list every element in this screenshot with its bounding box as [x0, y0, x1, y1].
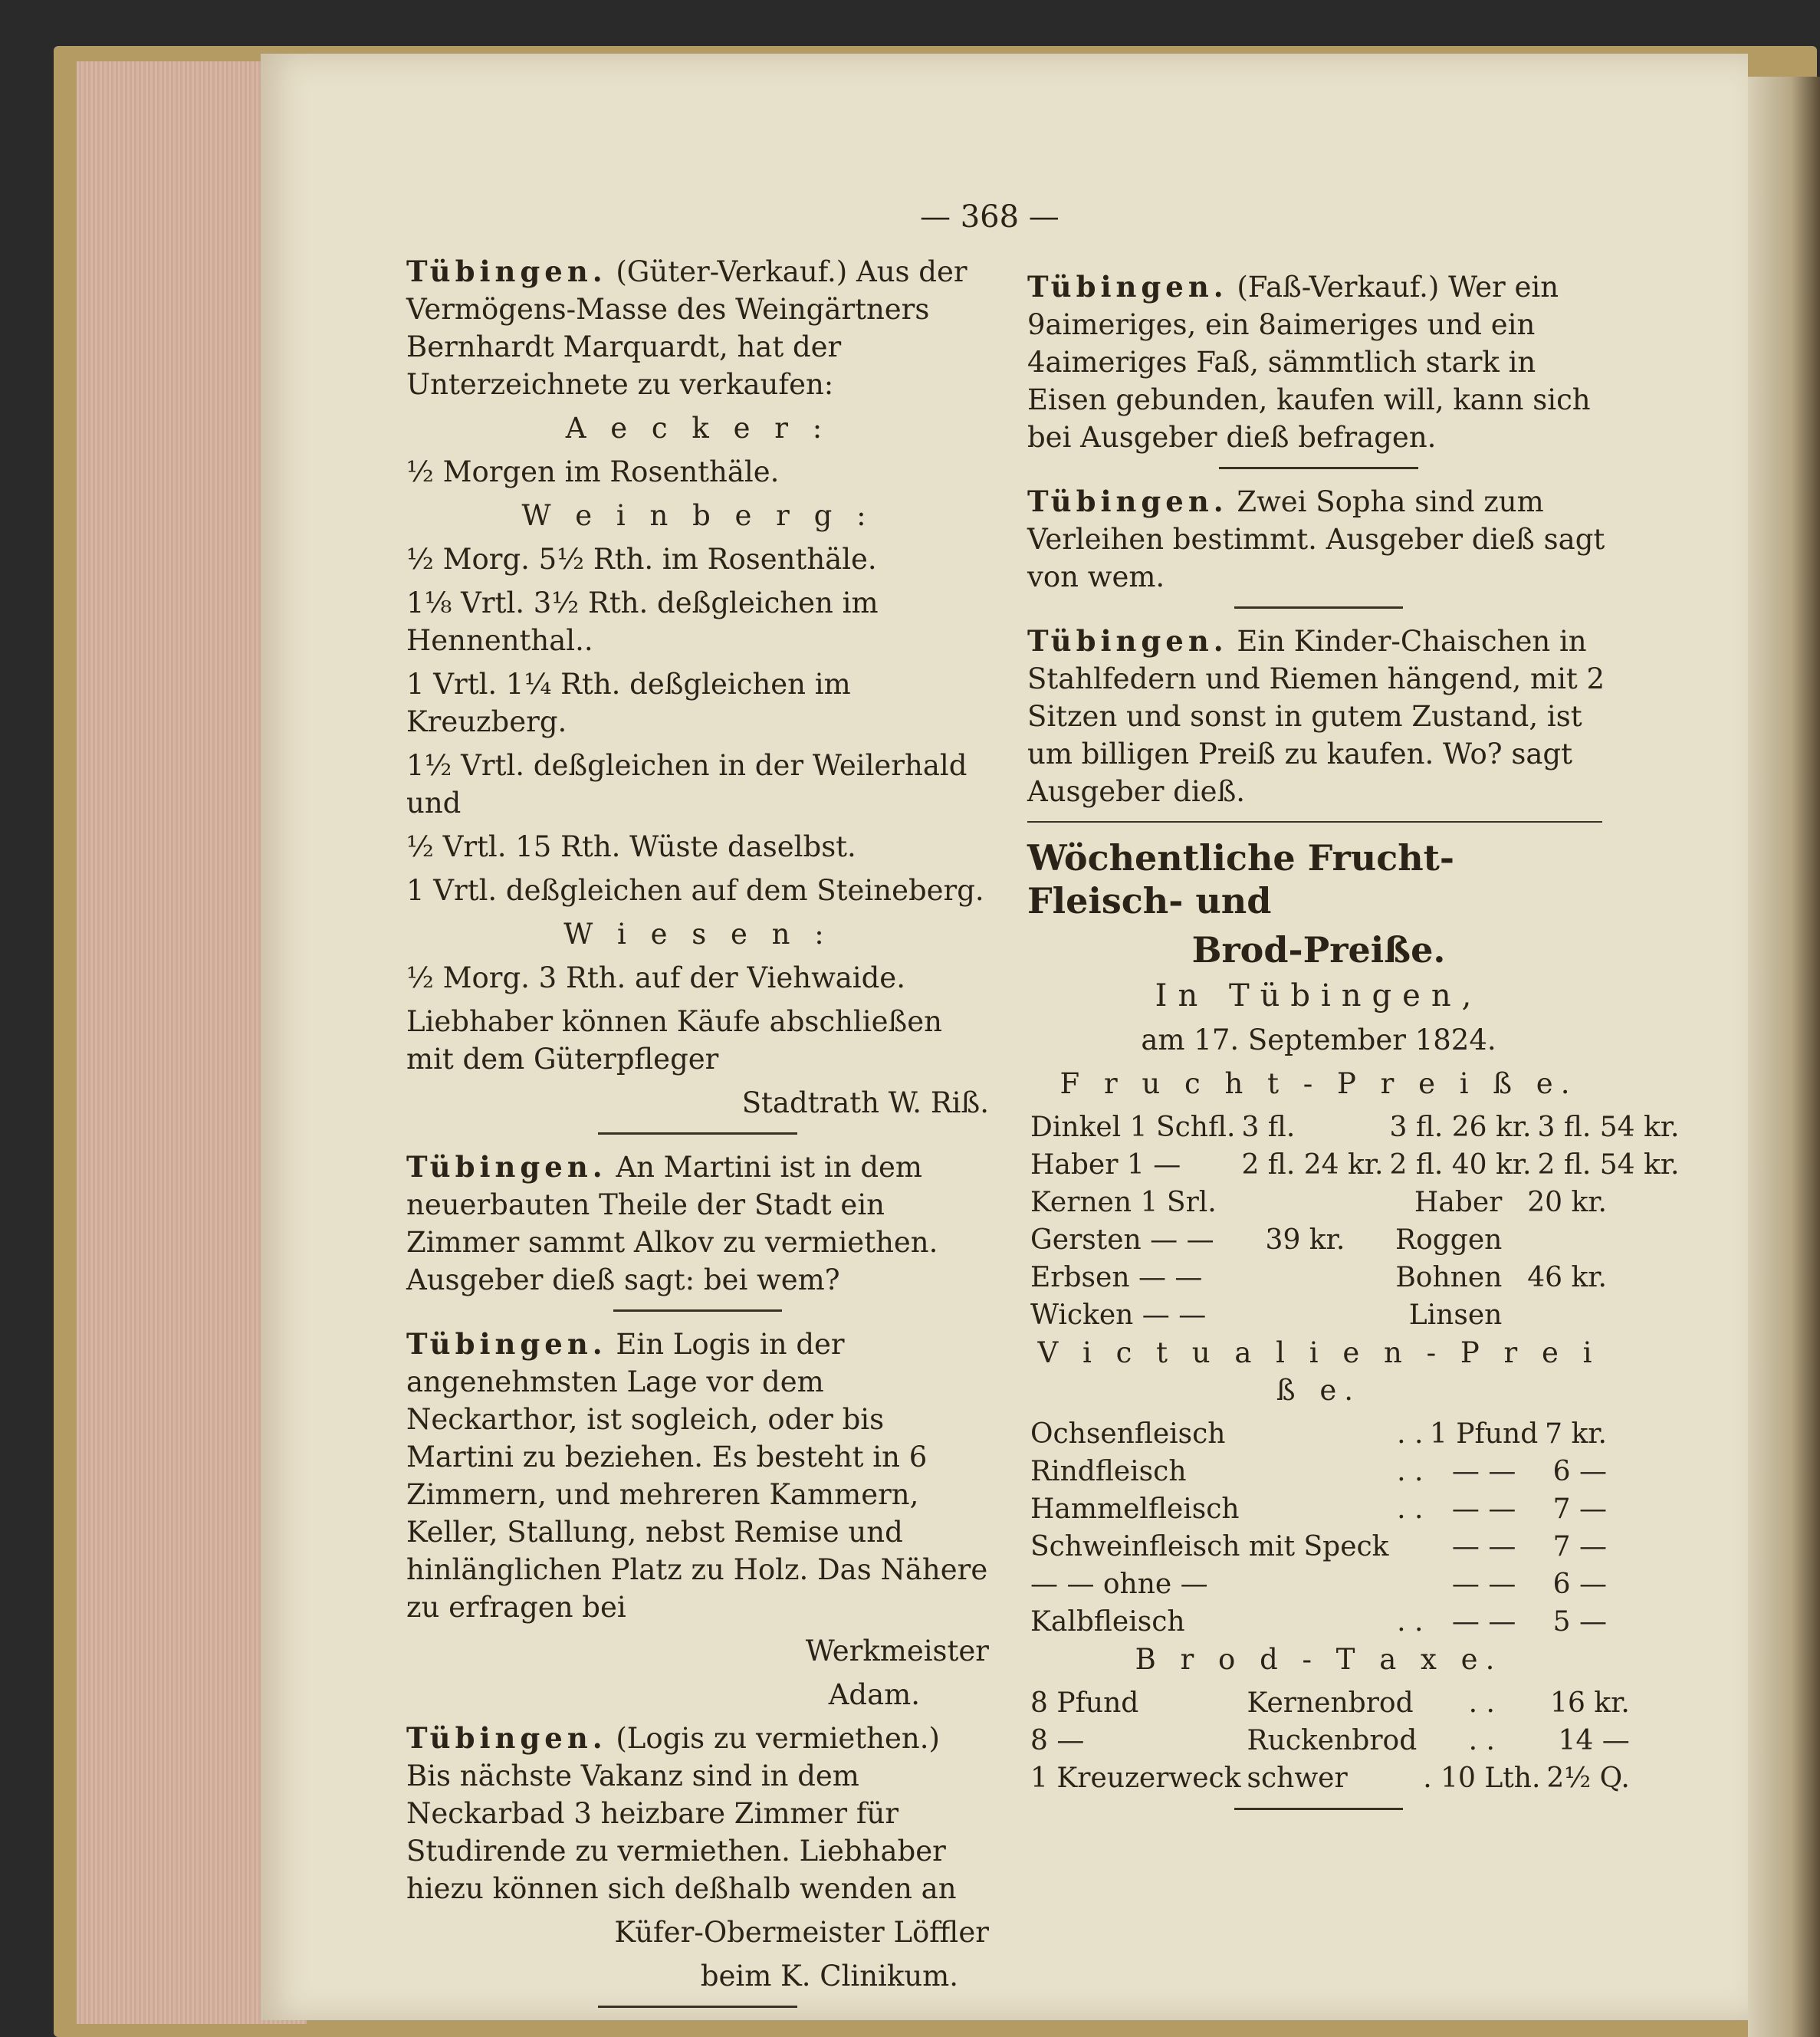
ad-text: (Logis zu vermiethen.) Bis nächste Vakanz sind in dem Neckarbad 3 heizbare Zimmer für Studirende zu vermiethen. Liebhaber hiezu können sich deßhalb wenden an	[406, 1722, 957, 1905]
ad-place: Tübingen.	[406, 1721, 607, 1755]
table-row	[1027, 1296, 1610, 1334]
table-cell: 14 —	[1558, 1725, 1630, 1756]
table-cell: Ruckenbrod	[1247, 1725, 1418, 1756]
ad-logis	[406, 1326, 989, 1626]
table-cell: . .	[1397, 1418, 1424, 1450]
table-cell	[1394, 1528, 1427, 1566]
table-cell	[1263, 1259, 1368, 1296]
ad-signature: Werkmeister	[805, 1635, 989, 1667]
table-row	[1027, 1146, 1683, 1184]
table-cell: 3 fl.	[1241, 1112, 1296, 1143]
divider	[598, 2006, 797, 2008]
ad-text: Ein Logis in der angenehmsten Lage vor dem Neckarthor, ist sogleich, oder bis Martini zu beziehen. Es besteht in 6 Zimmern, und mehreren Kammern, Keller, Stallung, nebst Remise und hinlänglichen Platz zu Holz. Das Nähere zu erfragen bei	[406, 1328, 988, 1624]
table-cell: 16 kr.	[1550, 1687, 1630, 1719]
section-heading-weinberg: W e i n b e r g :	[521, 499, 874, 532]
prices-heading-2: Brod-Preiße.	[1191, 929, 1446, 971]
ad-place: Tübingen.	[1027, 270, 1228, 304]
list-item: ½ Morg. 5½ Rth. im Rosenthäle.	[406, 543, 877, 576]
table-cell: 2 fl. 40 kr.	[1389, 1149, 1532, 1181]
table-cell	[1263, 1296, 1368, 1334]
table-row	[1027, 1566, 1610, 1603]
brod-table	[1027, 1684, 1633, 1797]
table-cell: Dinkel 1 Schfl.	[1030, 1112, 1236, 1143]
ad-place: Tübingen.	[1027, 485, 1228, 518]
ad-signature: Stadtrath W. Riß.	[741, 1086, 989, 1119]
table-cell: 7 —	[1552, 1493, 1607, 1525]
ad-text: An Martini ist in dem neuerbauten Theile der Stadt ein Zimmer sammt Alkov zu vermiethen. Ausgeber dieß sagt: bei wem?	[406, 1151, 938, 1296]
table-cell: Kernenbrod	[1247, 1687, 1414, 1719]
divider	[1027, 821, 1602, 823]
divider	[598, 1132, 797, 1135]
table-cell: 2 fl. 54 kr.	[1537, 1149, 1680, 1181]
divider	[1219, 467, 1418, 469]
table-cell: 3 fl. 26 kr.	[1389, 1112, 1532, 1143]
table-cell: 20 kr.	[1527, 1187, 1607, 1218]
ad-signature: Adam.	[828, 1678, 920, 1711]
victualien-title: V i c t u a l i e n - P r e i ß e.	[1037, 1336, 1600, 1407]
table-cell: . .	[1397, 1606, 1424, 1638]
table-cell: — —	[1451, 1531, 1516, 1562]
table-cell: Bohnen	[1395, 1262, 1503, 1293]
table-cell: Gersten — —	[1030, 1224, 1214, 1256]
ad-gueter-verkauf	[406, 253, 989, 403]
right-column	[1027, 268, 1680, 1824]
table-cell: — —	[1451, 1606, 1516, 1638]
table-row	[1027, 1528, 1610, 1566]
table-row	[1027, 1490, 1610, 1528]
table-cell: . .	[1397, 1493, 1424, 1525]
table-row	[1027, 1109, 1683, 1146]
table-cell: 5 —	[1552, 1606, 1607, 1638]
table-cell: . .	[1397, 1456, 1424, 1487]
table-cell: 6 —	[1552, 1569, 1607, 1600]
page-number: — 368 —	[920, 199, 1059, 235]
list-item: ½ Morgen im Rosenthäle.	[406, 455, 780, 488]
table-cell: — — ohne —	[1030, 1569, 1208, 1600]
table-row	[1027, 1684, 1633, 1722]
list-item: 1 Vrtl. 1¼ Rth. deßgleichen im Kreuzberg.	[406, 668, 851, 738]
table-cell: 1 Kreuzerweck	[1030, 1763, 1241, 1794]
list-item: ½ Morg. 3 Rth. auf der Viehwaide.	[406, 961, 905, 994]
divider	[1234, 606, 1403, 609]
divider	[613, 1309, 782, 1312]
table-row	[1027, 1453, 1610, 1490]
table-cell: . 10 Lth.	[1423, 1763, 1541, 1794]
ad-text: Zwei Sopha sind zum Verleihen bestimmt. Ausgeber dieß sagt von wem.	[1027, 485, 1605, 593]
table-cell: — —	[1451, 1493, 1516, 1525]
table-cell: Kernen 1 Srl.	[1030, 1187, 1217, 1218]
ad-signature: Küfer-Obermeister Löffler	[614, 1916, 989, 1949]
victualien-table	[1027, 1415, 1610, 1641]
divider	[1234, 1808, 1403, 1810]
getreide-table	[1027, 1184, 1610, 1334]
table-row	[1027, 1722, 1633, 1759]
ad-text: Ein Kinder-Chaischen in Stahlfedern und Riemen hängend, mit 2 Sitzen und sonst in gutem Zustand, ist um billigen Preiß zu kaufen. Wo? sagt Ausgeber dieß.	[1027, 625, 1605, 808]
table-cell: . .	[1468, 1687, 1495, 1719]
table-cell: 7 kr.	[1545, 1418, 1607, 1450]
frucht-title: F r u c h t - P r e i ß e.	[1059, 1067, 1578, 1100]
prices-date: am 17. September 1824.	[1141, 1023, 1496, 1056]
ad-place: Tübingen.	[406, 1327, 607, 1361]
brod-title: B r o d - T a x e.	[1135, 1643, 1503, 1676]
list-item: 1⅛ Vrtl. 3½ Rth. deßgleichen im Hennenthal..	[406, 586, 879, 657]
list-item: 1 Vrtl. deßgleichen auf dem Steineberg.	[406, 874, 984, 907]
table-cell: Linsen	[1408, 1299, 1503, 1331]
table-row	[1027, 1221, 1610, 1259]
table-cell	[1505, 1296, 1610, 1334]
table-cell: schwer	[1247, 1763, 1348, 1794]
table-cell: 2½ Q.	[1546, 1763, 1630, 1794]
table-row	[1027, 1759, 1633, 1797]
table-cell: Erbsen — —	[1030, 1262, 1203, 1293]
table-cell: Wicken — —	[1030, 1299, 1207, 1331]
table-row	[1027, 1603, 1610, 1641]
section-heading-wiesen: W i e s e n :	[563, 918, 832, 951]
ad-place: Tübingen.	[1027, 624, 1228, 658]
table-cell: . .	[1468, 1725, 1495, 1756]
ad-signature: beim K. Clinikum.	[700, 1960, 958, 1993]
table-row	[1027, 1259, 1610, 1296]
table-cell: 2 fl. 24 kr.	[1241, 1149, 1384, 1181]
ad-text: (Faß-Verkauf.) Wer ein 9aimeriges, ein 8aimeriges und ein 4aimeriges Faß, sämmtlich stark in Eisen gebunden, kaufen will, kann sich bei Ausgeber dieß befragen.	[1027, 271, 1591, 454]
ad-zimmer	[406, 1148, 989, 1299]
ad-place: Tübingen.	[406, 255, 607, 288]
prices-heading: Wöchentliche Frucht- Fleisch- und	[1027, 837, 1455, 922]
table-cell: 1 Pfund	[1429, 1418, 1539, 1450]
ad-place: Tübingen.	[406, 1150, 607, 1184]
ad-sopha	[1027, 483, 1610, 596]
table-cell: Schweinfleisch mit Speck	[1030, 1531, 1389, 1562]
ad-fass-verkauf	[1027, 268, 1610, 456]
table-cell	[1263, 1184, 1368, 1221]
table-cell: 6 —	[1552, 1456, 1607, 1487]
list-item: 1½ Vrtl. deßgleichen in der Weilerhald und	[406, 749, 967, 820]
table-cell: Rindfleisch	[1030, 1456, 1187, 1487]
table-cell	[1505, 1221, 1610, 1259]
prices-place: In Tübingen,	[1155, 978, 1483, 1014]
table-cell: Roggen	[1395, 1224, 1503, 1256]
section-heading-aecker: A e c k e r :	[565, 412, 830, 445]
table-cell: Haber	[1414, 1187, 1503, 1218]
table-cell: — —	[1451, 1569, 1516, 1600]
table-cell: Kalbfleisch	[1030, 1606, 1185, 1638]
frucht-table	[1027, 1109, 1683, 1184]
left-column	[406, 253, 989, 2022]
table-cell: Hammelfleisch	[1030, 1493, 1240, 1525]
table-cell: 8 Pfund	[1030, 1687, 1139, 1719]
table-cell: Ochsenfleisch	[1030, 1418, 1226, 1450]
table-cell: 3 fl. 54 kr.	[1537, 1112, 1680, 1143]
table-row	[1027, 1184, 1610, 1221]
ad-kinder-chaischen	[1027, 623, 1610, 810]
table-cell: — —	[1451, 1456, 1516, 1487]
table-cell: 8 —	[1030, 1725, 1085, 1756]
table-cell: 39 kr.	[1265, 1224, 1345, 1256]
ad-text: (Güter-Verkauf.) Aus der Vermögens-Masse des Weingärtners Bernhardt Marquardt, hat der Unterzeichnete zu verkaufen:	[406, 255, 967, 401]
table-cell: 7 —	[1552, 1531, 1607, 1562]
table-cell	[1394, 1566, 1427, 1603]
table-cell: Haber 1 —	[1030, 1149, 1181, 1181]
list-item: ½ Vrtl. 15 Rth. Wüste daselbst.	[406, 830, 856, 863]
table-cell: 46 kr.	[1527, 1262, 1607, 1293]
ad-closing: Liebhaber können Käufe abschließen mit dem Güterpfleger	[406, 1005, 942, 1076]
facing-page-edge	[1748, 77, 1820, 2037]
table-row	[1027, 1415, 1610, 1453]
ad-logis-vermiethen	[406, 1720, 989, 1907]
